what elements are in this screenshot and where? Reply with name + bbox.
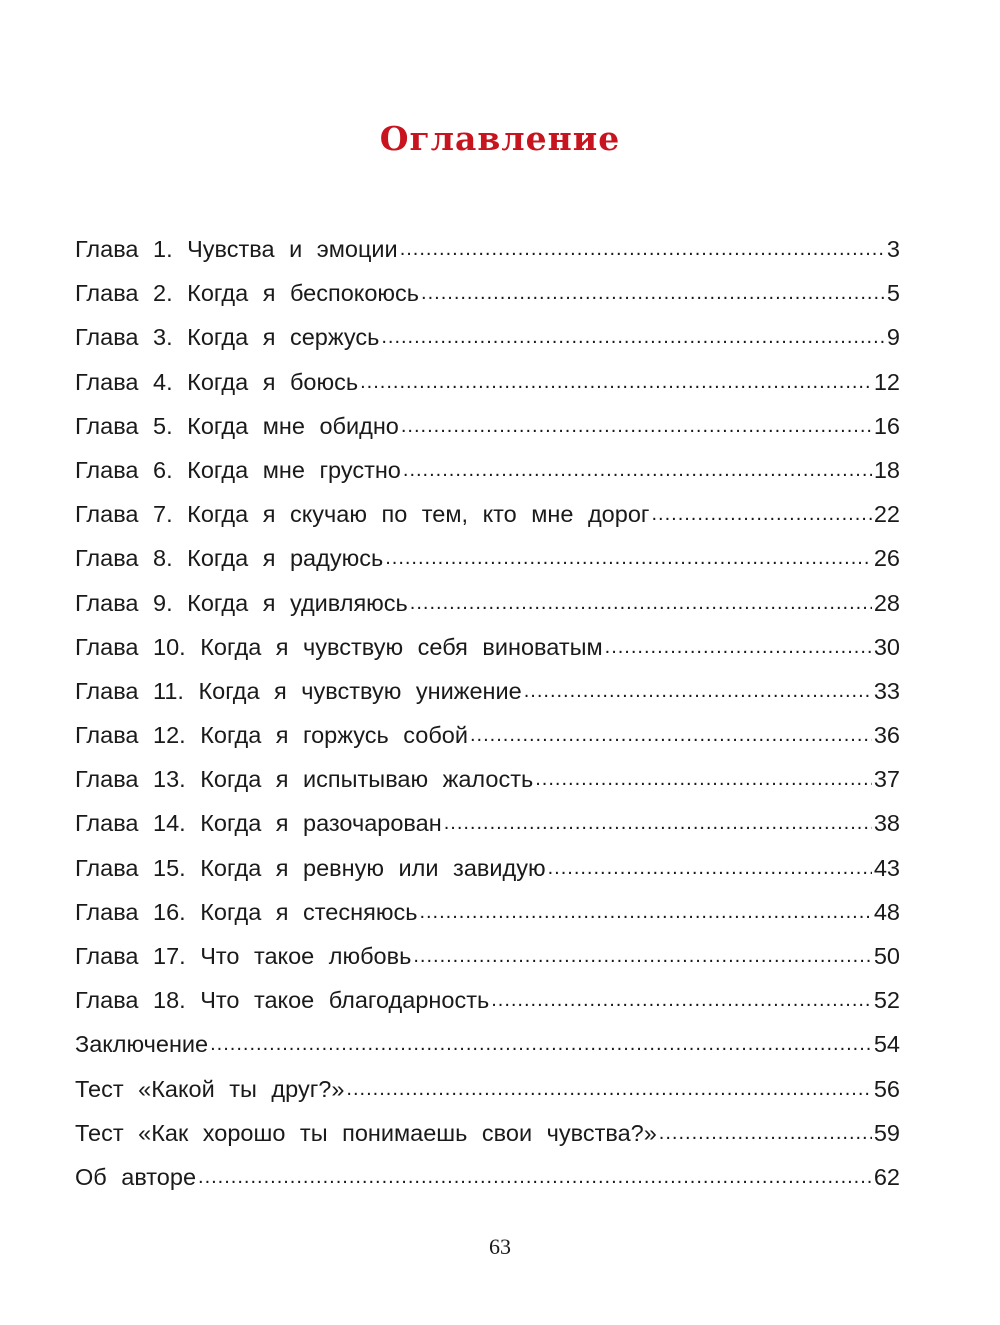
toc-entry-page: 54 — [873, 1031, 900, 1058]
toc-dot-leader — [421, 269, 885, 315]
toc-entry-page: 52 — [873, 987, 900, 1014]
toc-entry-title: Глава 8. Когда я радуюсь — [75, 545, 384, 572]
toc-entry-title: Глава 15. Когда я ревную или завидую — [75, 854, 546, 881]
toc-entry-page: 33 — [873, 677, 900, 704]
toc-dot-leader — [524, 667, 872, 713]
toc-entry — [75, 271, 900, 315]
toc-entry-title: Тест «Какой ты друг?» — [75, 1075, 345, 1102]
toc-dot-leader — [403, 446, 872, 492]
toc-entry — [75, 315, 900, 359]
toc-entry — [75, 492, 900, 536]
toc-entry-title: Глава 5. Когда мне обидно — [75, 412, 399, 439]
toc-entry-page: 56 — [873, 1075, 900, 1102]
toc-dot-leader — [444, 799, 872, 845]
toc-entry-title: Глава 3. Когда я сержусь — [75, 324, 380, 351]
toc-entry-page: 18 — [873, 456, 900, 483]
toc-entry — [75, 801, 900, 845]
toc-entry — [75, 448, 900, 492]
toc-entry-title: Глава 13. Когда я испытываю жалость — [75, 766, 534, 793]
toc-entry-title: Глава 4. Когда я боюсь — [75, 368, 359, 395]
toc-dot-leader — [198, 1153, 872, 1199]
toc-dot-leader — [210, 1020, 872, 1066]
toc-entry-page: 5 — [886, 280, 900, 307]
toc-entry — [75, 713, 900, 757]
toc-dot-leader — [360, 358, 872, 404]
toc-entry — [75, 1155, 900, 1199]
toc-dot-leader — [401, 402, 872, 448]
toc-entry-page: 62 — [873, 1163, 900, 1190]
toc-entry-page: 22 — [873, 501, 900, 528]
toc-entry-page: 37 — [873, 766, 900, 793]
toc-entry-title: Глава 14. Когда я разочарован — [75, 810, 442, 837]
toc-entry-page: 36 — [873, 722, 900, 749]
toc-dot-leader — [385, 534, 872, 580]
toc-entry — [75, 360, 900, 404]
toc-dot-leader — [470, 711, 872, 757]
toc-entry-title: Заключение — [75, 1031, 209, 1058]
toc-entry-title: Глава 16. Когда я стесняюсь — [75, 898, 418, 925]
toc-entry — [75, 581, 900, 625]
toc-dot-leader — [410, 579, 872, 625]
table-of-contents — [75, 227, 900, 1199]
toc-entry — [75, 934, 900, 978]
toc-entry-page: 3 — [886, 236, 900, 262]
toc-entry-title: Об авторе — [75, 1163, 197, 1190]
toc-entry-title: Глава 1. Чувства и эмоции — [75, 236, 398, 262]
toc-entry-page: 28 — [873, 589, 900, 616]
toc-entry — [75, 978, 900, 1022]
toc-entry — [75, 227, 900, 271]
toc-entry-title: Глава 9. Когда я удивляюсь — [75, 589, 408, 616]
toc-entry — [75, 625, 900, 669]
toc-dot-leader — [413, 932, 872, 978]
toc-entry-page: 9 — [886, 324, 900, 351]
toc-dot-leader — [535, 755, 872, 801]
toc-dot-leader — [659, 1109, 872, 1155]
toc-entry-page: 48 — [873, 898, 900, 925]
toc-entry-title: Глава 6. Когда мне грустно — [75, 456, 401, 483]
toc-entry — [75, 1022, 900, 1066]
toc-entry-page: 50 — [873, 943, 900, 969]
toc-entry-title: Глава 7. Когда я скучаю по тем, кто мне дорог — [75, 501, 650, 528]
toc-entry — [75, 757, 900, 801]
toc-dot-leader — [491, 976, 872, 1022]
toc-entry-title: Глава 11. Когда я чувствую унижение — [75, 677, 522, 704]
toc-entry — [75, 536, 900, 580]
toc-entry-page: 30 — [873, 633, 900, 660]
toc-entry — [75, 890, 900, 934]
toc-entry-title: Глава 17. Что такое любовь — [75, 943, 412, 969]
page-title: Оглавление — [379, 119, 621, 159]
toc-dot-leader — [346, 1065, 871, 1111]
toc-entry — [75, 1067, 900, 1111]
toc-entry-title: Глава 12. Когда я горжусь собой — [75, 722, 468, 749]
toc-entry-title: Глава 18. Что такое благодарность — [75, 987, 490, 1014]
toc-dot-leader — [651, 490, 871, 536]
toc-entry-title: Глава 2. Когда я беспокоюсь — [75, 280, 420, 307]
toc-entry — [75, 846, 900, 890]
toc-dot-leader — [400, 225, 885, 271]
toc-entry-title: Тест «Как хорошо ты понимаешь свои чувства?» — [75, 1119, 657, 1146]
toc-dot-leader — [605, 623, 872, 669]
toc-entry-page: 16 — [873, 412, 900, 439]
toc-entry — [75, 404, 900, 448]
toc-entry — [75, 669, 900, 713]
toc-entry-page: 12 — [873, 368, 900, 395]
toc-entry-page: 38 — [873, 810, 900, 837]
toc-entry-page: 59 — [873, 1119, 900, 1146]
toc-entry-title: Глава 10. Когда я чувствую себя виноватым — [75, 633, 603, 660]
toc-dot-leader — [381, 313, 885, 359]
toc-entry — [75, 1111, 900, 1155]
toc-dot-leader — [548, 844, 872, 890]
toc-dot-leader — [419, 888, 871, 934]
toc-entry-page: 43 — [873, 854, 900, 881]
toc-entry-page: 26 — [873, 545, 900, 572]
page-number: 63 — [489, 1234, 511, 1259]
